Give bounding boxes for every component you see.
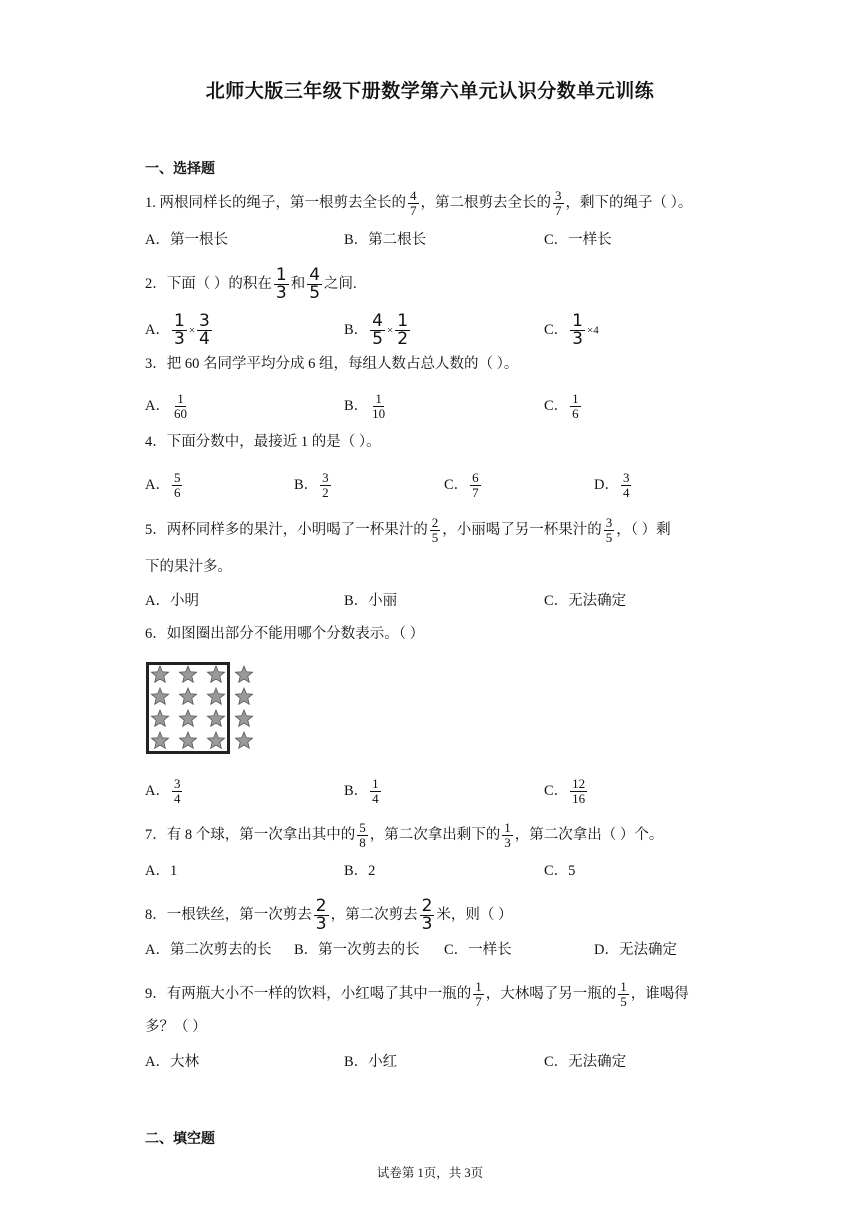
star-icon [178,731,198,751]
fraction: $\frac{1}{4}$ [372,776,379,806]
fraction: $\frac{3}{5}$ [605,515,613,545]
fraction: $\frac{1}{60}$ [173,391,187,421]
question-text: ，第二次拿出（ ）个。 [514,826,664,843]
question-text: ，剩下的绳子（ ）。 [565,194,693,211]
question-text: ，大林喝了另一瓶的 [485,985,617,1002]
question-text: 7．有 8 个球，第一次拿出其中的 [145,826,356,843]
fraction: $\frac{1}{5}$ [620,979,627,1009]
question-text: 8．一根铁丝，第一次剪去 [145,906,312,923]
fraction: $\frac{3}{7}$ [555,188,562,218]
question-5-cont: 下的果汁多。 [145,559,232,575]
fraction: $\frac{1}{3}$ [504,820,511,850]
star-icon [178,709,198,729]
fraction: $\frac{2}{3}$ [421,896,433,934]
star-icon [150,687,170,707]
star-grid-figure [146,662,256,754]
option-a[interactable]: A． $\frac{1}{60}$ [145,391,187,421]
option-b[interactable]: B． $\frac{3}{2}$ [294,470,329,500]
option-c[interactable]: C．一样长 [544,232,612,248]
fraction: $\frac{1}{10}$ [372,391,386,421]
question-text: 2．下面（ ）的积在 [145,275,272,292]
question-text: ，谁喝得 [630,985,689,1002]
fraction: $\frac{1}{6}$ [572,391,579,421]
star-icon [150,731,170,751]
option-b[interactable]: B．第二根长 [344,232,427,248]
question-text: 1. 两根同样长的绳子，第一根剪去全长的 [145,194,406,211]
fraction: $\frac{1}{2}$ [397,311,409,349]
star-icon [178,665,198,685]
question-8 [145,898,513,933]
option-c[interactable]: C．无法确定 [544,593,627,609]
section-heading-fill: 二、填空题 [145,1131,215,1147]
option-b[interactable]: B．2 [344,863,376,879]
fraction: $\frac{1}{7}$ [475,979,482,1009]
fraction: $\frac{4}{5}$ [372,311,383,349]
option-b[interactable]: B．小红 [344,1054,398,1070]
fraction: $\frac{3}{4}$ [622,470,630,500]
option-b[interactable]: B． $\frac{4}{5}$ × $\frac{1}{2}$ [344,311,409,349]
option-d[interactable]: D． $\frac{3}{4}$ [594,470,630,500]
star-icon [234,665,254,685]
option-c[interactable]: C．无法确定 [544,1054,627,1070]
fraction: $\frac{2}{5}$ [431,515,439,545]
option-a[interactable]: A．1 [145,863,178,879]
fraction: $\frac{2}{3}$ [315,896,327,934]
question-6: 6．如图圈出部分不能用哪个分数表示。（ ） [145,626,425,642]
option-b[interactable]: B． $\frac{1}{10}$ [344,391,386,421]
star-icon [150,665,170,685]
fraction: $\frac{12}{16}$ [572,776,586,806]
question-text: 9．有两瓶大小不一样的饮料，小红喝了其中一瓶的 [145,985,472,1002]
fraction: $\frac{3}{4}$ [173,776,181,806]
question-3: 3．把 60 名同学平均分成 6 组，每组人数占总人数的（ ）。 [145,356,519,372]
fraction: $\frac{1}{3}$ [572,311,583,349]
question-9 [145,980,689,1009]
star-icon [234,731,254,751]
fraction: $\frac{3}{4}$ [199,311,210,349]
star-icon [234,709,254,729]
question-text: 和 [290,275,306,292]
page-footer: 试卷第 1页，共 3页 [376,1166,484,1180]
question-9-cont: 多？（ ） [145,1019,207,1035]
question-text: 米，则（ ） [436,906,513,923]
option-c[interactable]: C． $\frac{12}{16}$ [544,776,586,806]
fraction: $\frac{4}{5}$ [309,265,321,303]
question-5 [145,516,671,545]
option-b[interactable]: B．第一次剪去的长 [294,942,420,958]
option-a[interactable]: A． $\frac{5}{6}$ [145,470,181,500]
star-icon [206,687,226,707]
option-c[interactable]: C．一样长 [444,942,512,958]
star-icon [150,709,170,729]
option-a[interactable]: A．第一根长 [145,232,228,248]
question-text: ，小丽喝了另一杯果汁的 [442,521,602,538]
star-icon [206,731,226,751]
fraction: $\frac{1}{3}$ [275,265,287,303]
option-a[interactable]: A．小明 [145,593,199,609]
question-7 [145,821,663,850]
option-b[interactable]: B． $\frac{1}{4}$ [344,776,379,806]
page-title: 北师大版三年级下册数学第六单元认识分数单元训练 [205,80,655,102]
section-heading-choice: 一、选择题 [145,161,215,177]
fraction: $\frac{3}{2}$ [322,470,329,500]
fraction: $\frac{5}{8}$ [359,820,366,850]
star-icon [206,709,226,729]
fraction: $\frac{4}{7}$ [410,188,417,218]
star-icon [234,687,254,707]
fraction: $\frac{6}{7}$ [472,470,479,500]
option-c[interactable]: C．5 [544,863,576,879]
option-a[interactable]: A． $\frac{1}{3}$ × $\frac{3}{4}$ [145,311,210,349]
question-text: ，第二根剪去全长的 [420,194,551,211]
question-text: 之间. [324,275,357,292]
question-text: ，第二次拿出剩下的 [369,826,501,843]
question-text: 5．两杯同样多的果汁，小明喝了一杯果汁的 [145,521,428,538]
option-a[interactable]: A．第二次剪去的长 [145,942,272,958]
option-d[interactable]: D．无法确定 [594,942,677,958]
star-icon [206,665,226,685]
question-1 [145,189,692,218]
star-icon [178,687,198,707]
fraction: $\frac{5}{6}$ [173,470,181,500]
option-a[interactable]: A． $\frac{3}{4}$ [145,776,181,806]
question-text: ，（ ）剩 [616,521,671,538]
question-4: 4．下面分数中，最接近 1 的是（ ）。 [145,434,381,450]
question-2 [145,267,357,302]
option-b[interactable]: B．小丽 [344,593,398,609]
option-c[interactable]: C． $\frac{1}{3}$ ×4 [544,311,599,349]
question-text: ，第二次剪去 [330,906,418,923]
fraction: $\frac{1}{3}$ [173,311,185,349]
option-c[interactable]: C． $\frac{6}{7}$ [444,470,479,500]
option-c[interactable]: C． $\frac{1}{6}$ [544,391,579,421]
option-a[interactable]: A．大林 [145,1054,199,1070]
